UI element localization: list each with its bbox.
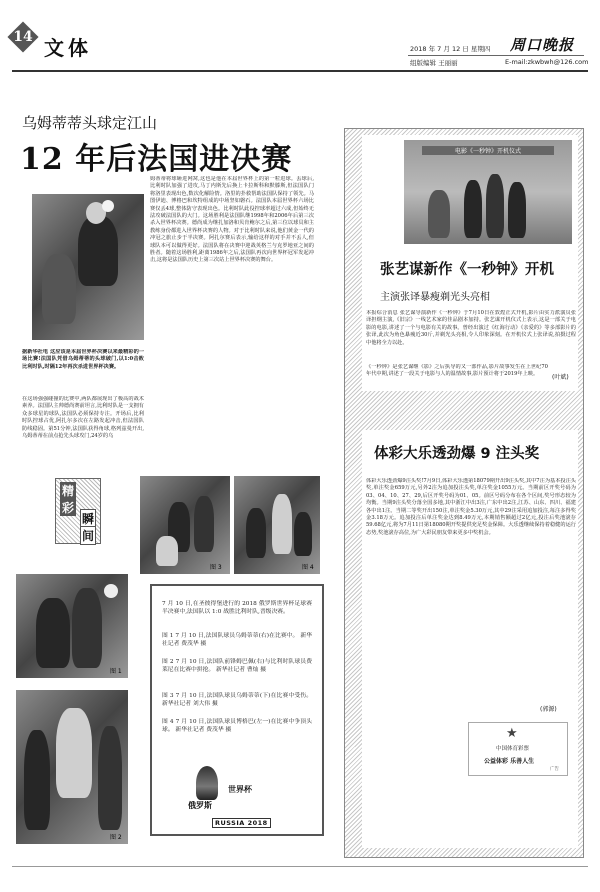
film-headline: 张艺谋新作《一秒钟》开机 [380,262,554,278]
film-subhead: 主演张译暴瘦剃光头亮相 [380,292,490,303]
lead-lede: 据新华社电 这应该是本届世界杯决赛以来最精彩的一场比赛!法国队凭借乌姆蒂蒂的头球破门,以1:0击败比利时队,时隔12年再次杀进世界杯决赛。 [22,349,144,370]
fig1-label: 图 1 [110,668,122,675]
logo-text-left: 俄罗斯 [188,801,212,810]
section-title: 文体 [44,36,92,60]
gallery-photo-3 [140,476,230,574]
paper-name: 周口晚报 [510,36,575,54]
gallery-caption-item-3: 图 3 7 月 10 日,法国队球员乌姆蒂蒂(下)在比赛中受伤。 新华社记者 刘大伟 摄 [162,693,312,707]
fig4-label: 图 4 [302,564,314,571]
gallery-photo-2 [16,690,128,844]
lottery-ad-tag: 广告 [550,767,559,772]
lead-body-mid: 姆蒂蒂将球砸进网窝,这也是他在本届世界杯上的第一粒进球。丢球后,比利时队加强了进攻,马丁内斯先后换上卡拉斯科和默滕斯,但法国队门将洛里表现出色,数次化解险情。洛里的扑救帮助法国队保持了领先。马图伊迪、博格巴和坎特组成的中场坚如磐石。法国队本届世界杯六场比赛仅丢4球,整体防守表现出色。比利时队此役控球率超过六成,但始终无法攻破法国队的大门。这场胜利是法国队继1998年和2006年后第三次杀入世界杯决赛。德尚成为继扎加洛和贝肯鲍尔之后,第三位以球员和主教练身份都进入世界杯决赛的人物。对于比利时队来说,他们黄金一代的冲冠之旅止步于半决赛。阿扎尔赛后表示,输给这样的对手并不丢人,但球队本可以做得更好。法国队将在决赛中迎战英格兰与克罗地亚之间的胜者。随着这场胜利,距离1986年之后,法国队再次向世界杯冠军发起冲击,这将是法国队历史上第三次站上世界杯决赛的舞台。 [150,176,314,264]
lottery-star-icon: ★ [506,726,518,741]
gallery-caption-item-1: 图 1 7 月 10 日,法国队球员乌姆蒂蒂(右)在比赛中。 新华社记者 费茂华 摄 [162,633,312,647]
lottery-headline: 体彩大乐透劲爆 9 注头奖 [374,446,540,462]
editor-line: 组版编辑 王丽丽 [410,59,458,67]
lottery-source: (郭源) [540,706,557,713]
lead-kicker: 乌姆蒂蒂头球定江山 [22,114,158,132]
film-body: 本报综合消息 张艺谋导演新作《一秒钟》于7月10日在敦煌正式开机,影片由实力派演员张译担纲主演,《旧宗》一线艺术家的佳品剧本加持。张艺谋开机仪式上表示,这是一部关于电影的电影,讲述了一个与电影有关的故事。曾经出演过《红海行动》《亲爱的》等多部影片的张译,此次为角色暴瘦近30斤,并剃光头亮相,令人印象深刻。在开机仪式上张译说,拍摄过程中他将全力以赴。 [366,310,576,346]
film-source: (叶斌) [552,374,569,381]
gallery-photo-1 [16,574,128,678]
email: E-mail:zkwbwh@126.com [505,58,589,66]
lottery-ad-line1: 中国体育彩票 [496,746,530,752]
film-photo-banner: 电影《一秒钟》开机仪式 [422,146,554,155]
header-rule [408,55,584,56]
film-body-2: 《一秒钟》是张艺谋继《影》之后执导的又一部作品,影片故事发生在上世纪70年代中期,讲述了一段关于电影与人的温情故事,影片预计将于2019年上映。 [366,364,548,378]
gallery-title-char-4: 间 [80,526,96,545]
page-number: 14 [13,29,33,45]
world-cup-logo [196,766,218,800]
film-photo [404,140,572,244]
lead-headline: 12 年后法国进决赛 [20,142,293,177]
fig2-label: 图 2 [110,834,122,841]
lottery-body: 体彩大乐透劲爆9注头奖!7月9日,体彩大乐透第18079期开出9注头奖,其中7注为基本投注头奖,单注奖金659万元,另外2注为追加投注头奖,单注奖金1055万元。当期前区开奖号码为03、04、10、27、29,后区开奖号码为01、05。前区号码分布在各个区间,奖号形态较为均衡。当期9注头奖分落全国多地,其中浙江中出3注,广东中出2注,江苏、山东、四川、福建各中出1注。当期二等奖开出150注,单注奖金5.30万元,其中29注采用追加投注,每注多得奖金3.18万元。追加投注后单注奖金达到8.49万元,本期销售额超过2亿元,投注后奖池滚存59.68亿元,将为7月11日第18080期开奖提供充足奖金保障。大乐透继续保持着稳健的运行态势,奖池滚存高位,为广大彩民朋友带来更多中奖机会。 [366,478,576,536]
gallery-title-char-3: 瞬 [80,509,96,528]
lottery-ad-line2: 公益体彩 乐善人生 [484,758,535,765]
date-line: 2018 年 7 月 12 日 星期四 [410,45,491,53]
fig3-label: 图 3 [210,564,222,571]
header-bottom-rule [12,70,588,72]
gallery-photo-4 [234,476,320,574]
gallery-title-char-1: 精 [61,484,74,498]
gallery-caption-intro: 7 月 10 日,在圣彼得堡进行的 2018 俄罗斯世界杯足球赛半决赛中,法国队以 1:0 战胜比利时队,晋级决赛。 [162,601,312,615]
header-jump-photo [32,194,144,340]
gallery-caption-item-4: 图 4 7 月 10 日,法国队球员博格巴(左一)在比赛中争顶头球。 新华社记者 费茂华 摄 [162,719,312,733]
logo-text-bottom: RUSSIA 2018 [212,818,271,828]
page-bottom-rule [12,866,588,867]
lead-body-left: 在这场强强碰撞的比赛中,两队都展现出了极高的战术素养。法国队主帅德尚赛前坦言,比利时队是一支拥有众多球星的球队,法国队必须保持专注。开场后,比利时队控球占优,阿扎尔多次在左路发起冲击,但法国队防线稳固。第51分钟,法国队获得角球,格列兹曼开出,乌姆蒂蒂在前点抢先头球攻门,24岁的乌 [22,396,144,440]
gallery-title-char-2: 彩 [61,501,74,515]
logo-text-right: 世界杯 [228,785,252,794]
gallery-caption-item-2: 图 2 7 月 10 日,法国队前锋姆巴佩(右)与比利时队球员费莱尼在比赛中拼抢。 新华社记者 曹灿 摄 [162,659,312,673]
